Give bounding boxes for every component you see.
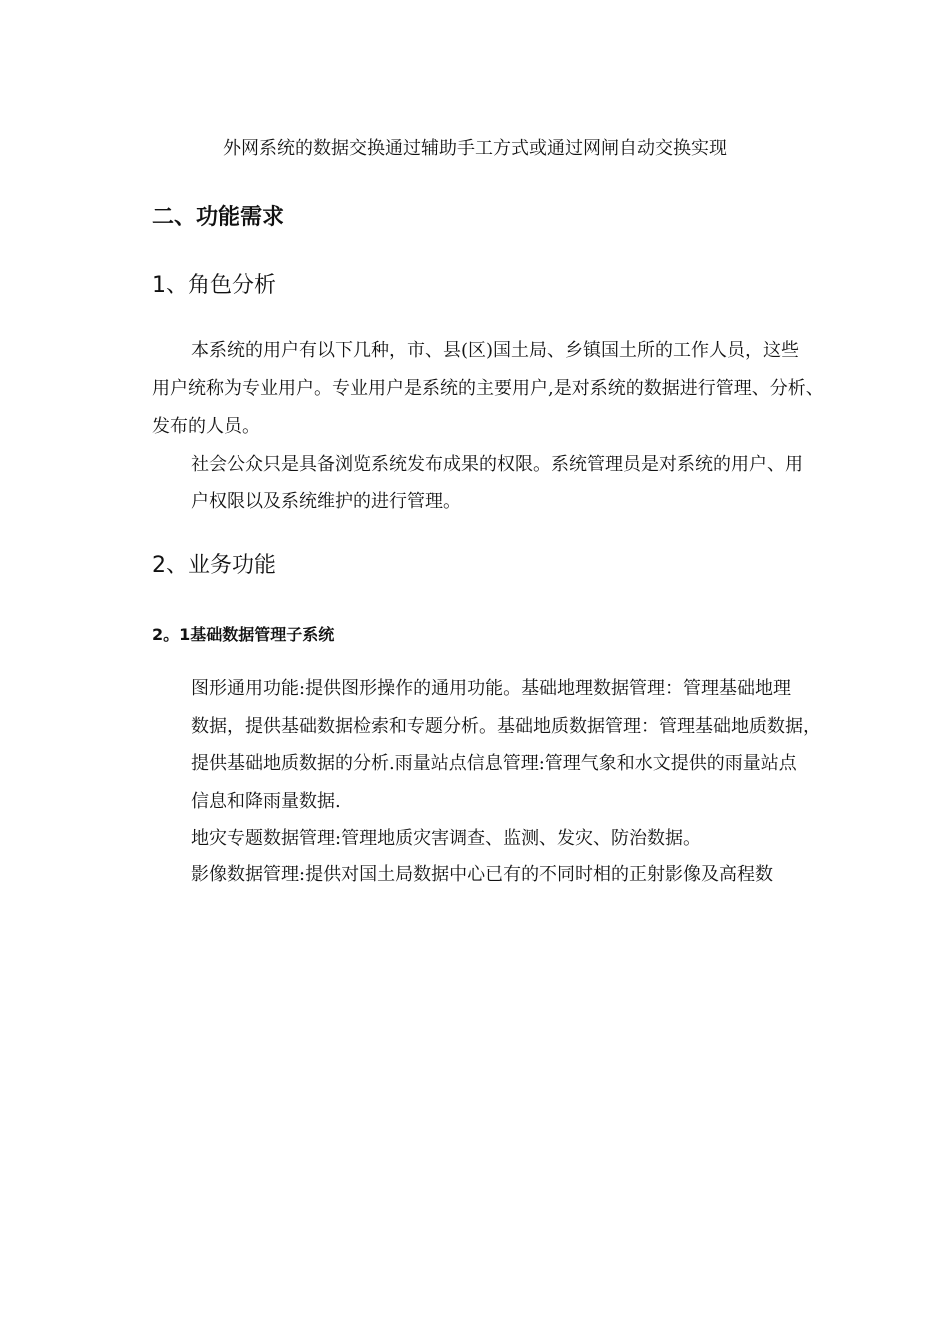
role-paragraph2-line1: 社会公众只是具备浏览系统发布成果的权限。系统管理员是对系统的用户、用 [191,454,803,475]
role-paragraph1-line1: 本系统的用户有以下几种，市、县(区)国土局、乡镇国土所的工作人员，这些 [191,340,800,361]
intro-line: 外网系统的数据交换通过辅助手工方式或通过网闸自动交换实现 [223,138,727,159]
role-paragraph1-line2: 用户统称为专业用户。专业用户是系统的主要用户,是对系统的数据进行管理、分析、 [152,378,824,399]
section-heading-functional-requirements: 二、功能需求 [152,205,285,230]
basic-data-paragraph1-line1: 图形通用功能:提供图形操作的通用功能。基础地理数据管理：管理基础地理 [191,678,792,699]
basic-data-paragraph1-line3: 提供基础地质数据的分析.雨量站点信息管理:管理气象和水文提供的雨量站点 [191,753,797,774]
disaster-data-paragraph: 地灾专题数据管理:管理地质灾害调查、监测、发灾、防治数据。 [191,828,702,849]
basic-data-paragraph1-line4: 信息和降雨量数据. [191,791,341,812]
imagery-data-paragraph: 影像数据管理:提供对国土局数据中心已有的不同时相的正射影像及高程数 [191,864,774,885]
subsubsection-heading-basic-data-management: 2。1基础数据管理子系统 [152,625,335,644]
role-paragraph2-line2: 户权限以及系统维护的进行管理。 [191,491,461,512]
role-paragraph1-line3: 发布的人员。 [152,416,260,437]
subsection-heading-role-analysis: 1、角色分析 [152,273,276,298]
subsection-heading-business-functions: 2、业务功能 [152,553,276,578]
basic-data-paragraph1-line2: 数据，提供基础数据检索和专题分析。基础地质数据管理：管理基础地质数据， [191,716,821,737]
